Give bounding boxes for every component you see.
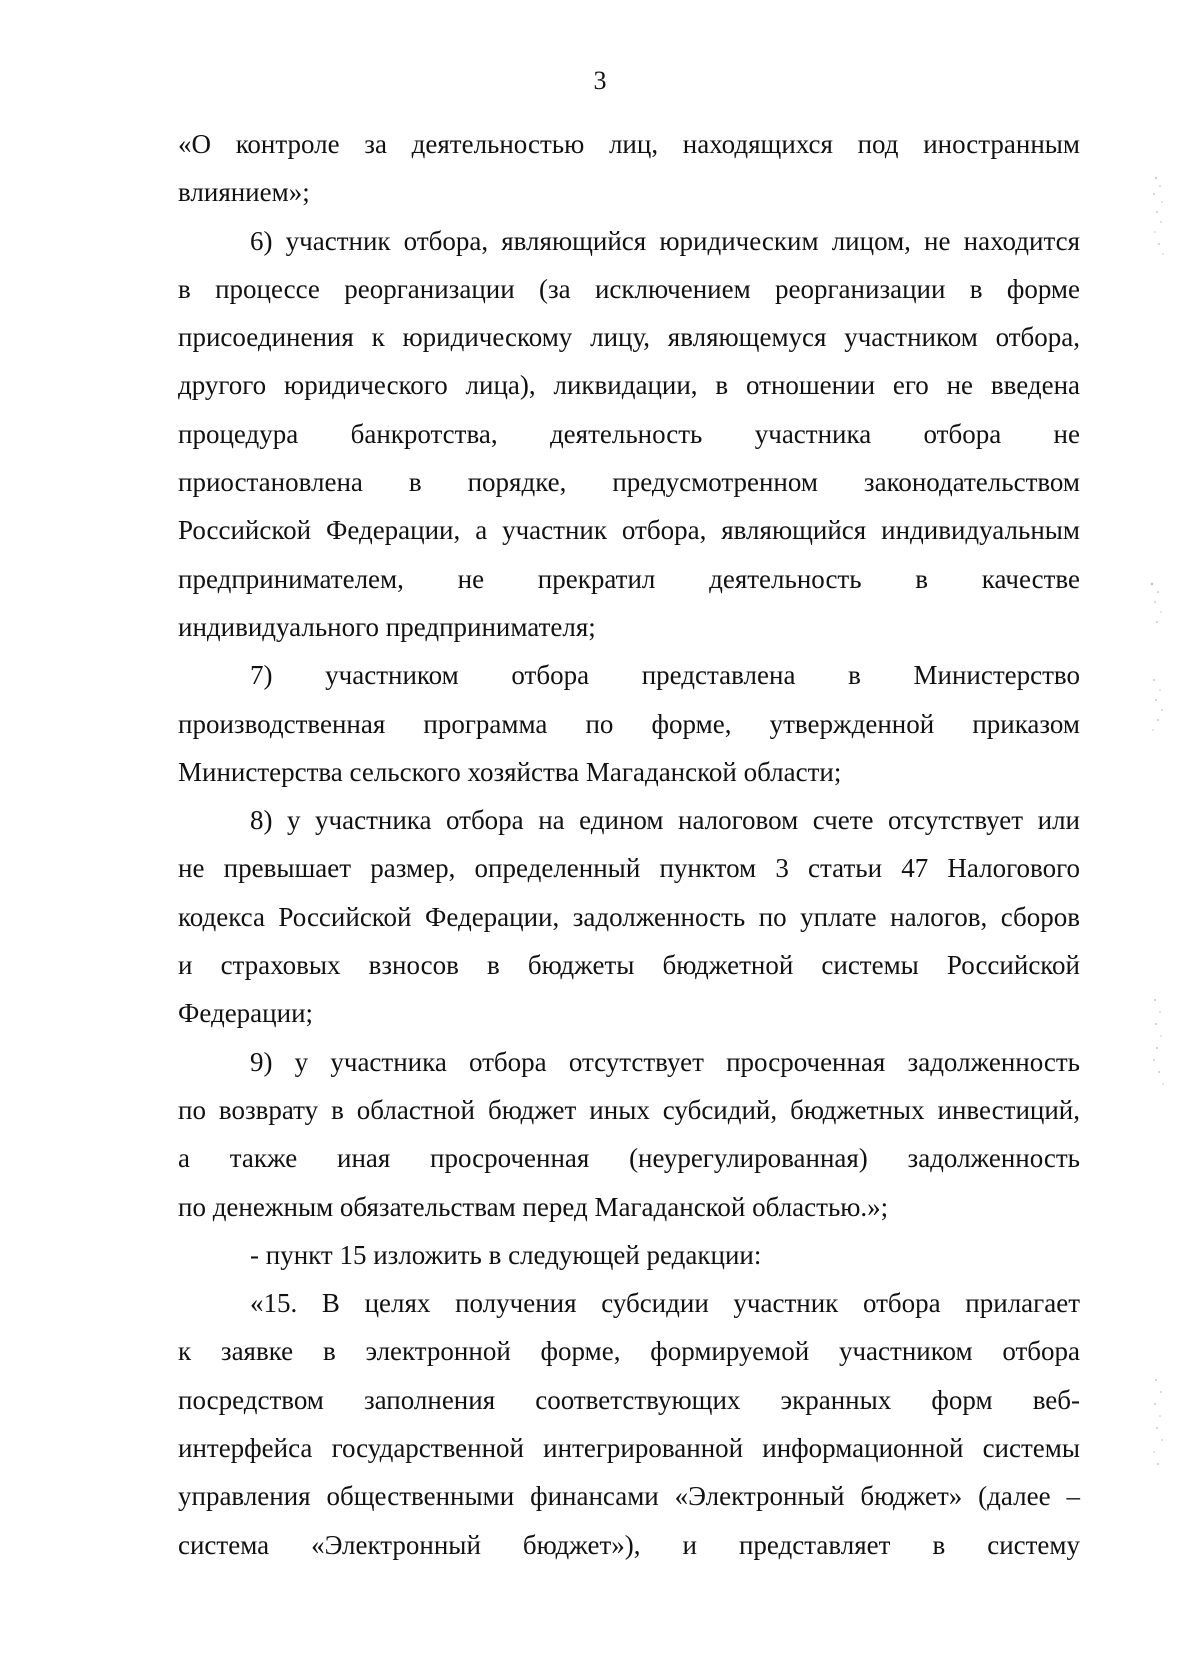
text-line: система «Электронный бюджет»), и представляет в систему <box>178 1529 1080 1560</box>
text-line: «О контроле за деятельностью лиц, находящихся под иностранным <box>178 129 1080 159</box>
text-line: 8) у участника отбора на едином налоговом счете отсутствует или <box>250 805 1080 836</box>
scan-noise-decoration <box>1130 0 1200 1661</box>
page-number: 3 <box>593 66 607 95</box>
text-line: Российской Федерации, а участник отбора, являющийся индивидуальным <box>178 515 1080 546</box>
text-line: по возврату в областной бюджет иных субсидий, бюджетных инвестиций, <box>178 1094 1080 1125</box>
text-line: и страховых взносов в бюджеты бюджетной системы Российской <box>178 950 1080 981</box>
text-line: приостановлена в порядке, предусмотренном законодательством <box>178 467 1080 498</box>
text-line: посредством заполнения соответствующих экранных форм веб- <box>178 1384 1080 1415</box>
text-line: индивидуального предпринимателя; <box>178 611 596 642</box>
text-line: влиянием»; <box>178 177 310 208</box>
text-line: - пункт 15 изложить в следующей редакции: <box>250 1239 762 1270</box>
text-line: предпринимателем, не прекратил деятельность в качестве <box>178 563 1080 594</box>
text-line: в процессе реорганизации (за исключением реорганизации в форме <box>178 273 1080 304</box>
text-line: другого юридического лица), ликвидации, в отношении его не введена <box>178 370 1080 401</box>
text-line: Министерства сельского хозяйства Магаданской области; <box>178 756 842 787</box>
text-line: по денежным обязательствам перед Магаданской областью.»; <box>178 1191 889 1222</box>
text-line: присоединения к юридическому лицу, являющемуся участником отбора, <box>178 322 1080 353</box>
text-line: 6) участник отбора, являющийся юридическим лицом, не находится <box>250 225 1080 256</box>
text-line: не превышает размер, определенный пунктом 3 статьи 47 Налогового <box>178 853 1080 884</box>
text-line: 7) участником отбора представлена в Министерство <box>250 660 1080 691</box>
text-line: процедура банкротства, деятельность участника отбора не <box>178 418 1080 449</box>
text-line: кодекса Российской Федерации, задолженность по уплате налогов, сборов <box>178 901 1080 932</box>
text-line: Федерации; <box>178 998 314 1029</box>
text-line: интерфейса государственной интегрированной информационной системы <box>178 1433 1080 1464</box>
text-line: управления общественными финансами «Электронный бюджет» (далее – <box>178 1481 1080 1512</box>
text-line: к заявке в электронной форме, формируемой участником отбора <box>178 1336 1080 1367</box>
text-line: «15. В целях получения субсидии участник отбора прилагает <box>250 1288 1080 1319</box>
text-line: а также иная просроченная (неурегулированная) задолженность <box>178 1143 1080 1174</box>
text-line: производственная программа по форме, утвержденной приказом <box>178 708 1080 739</box>
document-body <box>178 120 1080 1569</box>
text-line: 9) у участника отбора отсутствует просроченная задолженность <box>250 1046 1080 1077</box>
